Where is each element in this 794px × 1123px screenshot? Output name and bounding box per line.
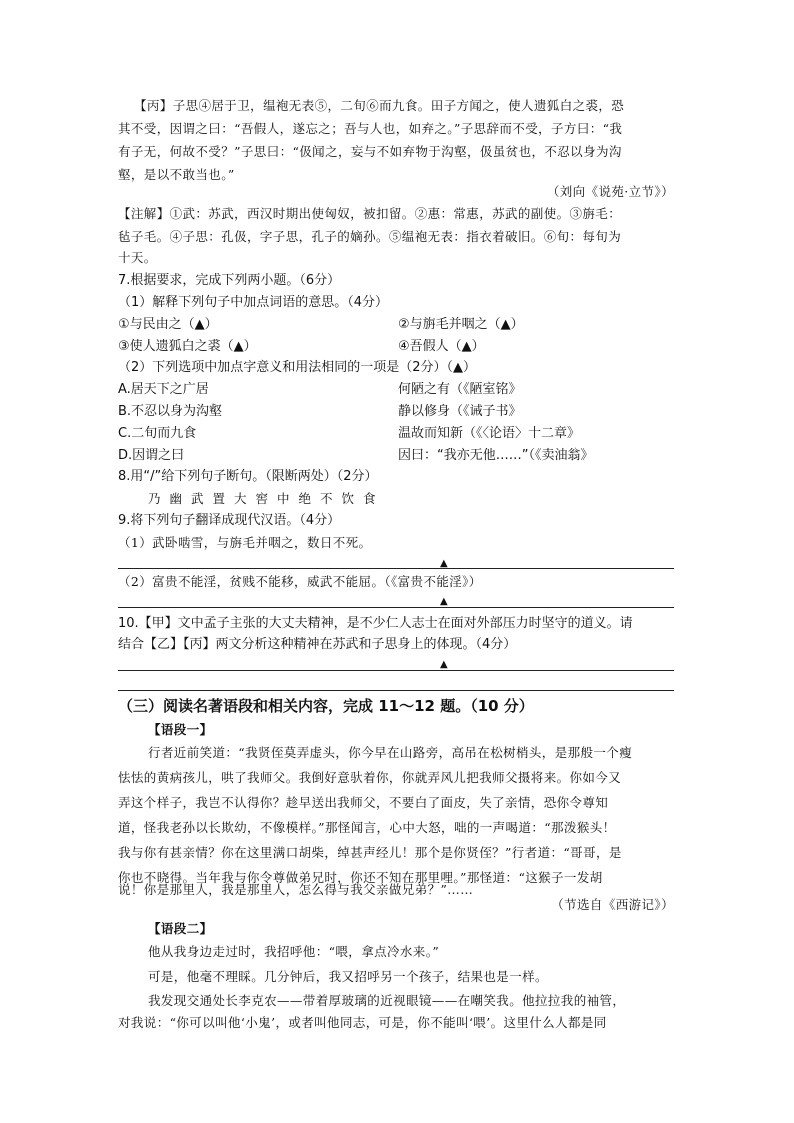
section3-passage1-label: 【语段一】 bbox=[148, 722, 213, 737]
q8-stem: 8.用“/”给下列句子断句。（限断两处）（2分） bbox=[118, 469, 378, 484]
q10-line-1: 10.【甲】文中孟子主张的大丈夫精神，是不少仁人志士在面对外部压力时坚守的道义。请 bbox=[118, 616, 633, 631]
q7-option-a: A.居天下之广居 bbox=[118, 382, 209, 397]
passage2-line-3: 我发现交通处长李克农——带着厚玻璃的近视眼镜——在嘲笑我。他拉拉我的袖管， bbox=[148, 993, 626, 1008]
q7-option-b: B.不忍以身为沟壑 bbox=[118, 404, 223, 419]
q8-sentence: 乃幽武置大窖中绝不饮食 bbox=[148, 491, 385, 506]
q9-sentence-2: （2）富贵不能淫，贫贱不能移，威武不能屈。（《富贵不能淫》） bbox=[118, 574, 482, 589]
q7-option-d: D.因谓之曰 bbox=[118, 448, 185, 463]
bing-line-2: 其不受，因谓之曰：“吾假人，遂忘之；吾与人也，如弃之。”子思辞而不受，子方曰：“我 bbox=[118, 121, 623, 136]
q7-item-2: ②与旃毛并咽之（▲） bbox=[398, 317, 524, 332]
passage1-line-2: 怯怯的黄病孩儿，哄了我师父。我倒好意驮着你，你就弄风儿把我师父摄将来。你如今又 bbox=[118, 770, 622, 785]
passage1-line-4: 道，怪我老孙以长欺幼，不像模样。”那怪闻言，心中大怒，咄的一声喝道：“那泼猴头！ bbox=[118, 820, 616, 835]
notes-line-2: 毡子毛。④子思：孔伋，字子思，孔子的嫡孙。⑤缊袍无表：指衣着破旧。⑥旬：每旬为 bbox=[118, 229, 622, 244]
section3-title: （三）阅读名著语段和相关内容，完成 11～12 题。（10 分） bbox=[118, 697, 534, 715]
q7-sub2: （2）下列选项中加点字意义和用法相同的一项是（2分）（▲） bbox=[118, 360, 477, 375]
q10-answer-line-1[interactable] bbox=[118, 670, 674, 671]
q9-answer-2-marker: ▲ bbox=[440, 596, 448, 607]
q7-option-a-ref: 何陋之有（《陋室铭》 bbox=[398, 382, 522, 397]
q10-line-2: 结合【乙】【丙】两文分析这种精神在苏武和子思身上的体现。（4分） bbox=[118, 637, 517, 652]
q9-answer-1-marker: ▲ bbox=[440, 558, 448, 569]
q10-answer-line-2[interactable] bbox=[118, 690, 674, 691]
q7-sub1: （1）解释下列句子中加点词语的意思。（4分） bbox=[118, 295, 389, 310]
q10-answer-marker: ▲ bbox=[440, 659, 448, 670]
q7-option-d-ref: 因曰：“我亦无他……”（《卖油翁》 bbox=[398, 448, 594, 463]
q7-stem: 7.根据要求，完成下列两小题。（6分） bbox=[118, 273, 341, 288]
passage2-line-4: 对我说：“你可以叫他‘小鬼’，或者叫他同志，可是，你不能叫‘喂’。这里什么人都是同 bbox=[118, 1015, 607, 1030]
q9-stem: 9.将下列句子翻译成现代汉语。（4分） bbox=[118, 513, 341, 528]
bing-line-3: 有子无，何故不受？”子思曰：“伋闻之，妄与不如弃物于沟壑，伋虽贫也，不忍以身为沟 bbox=[118, 144, 622, 159]
bing-source: （刘向《说苑·立节》） bbox=[546, 184, 674, 199]
passage1-line-3: 弄这个样子，我岂不认得你？趁早送出我师父，不要白了面皮，失了亲情，恐你令尊知 bbox=[118, 795, 609, 810]
passage1-line-6: 你也不晓得。当年我与你令尊做弟兄时，你还不知在那里哩。”那怪道：“这猴子一发胡 bbox=[118, 870, 603, 885]
q7-item-1: ①与民由之（▲） bbox=[118, 317, 218, 332]
q7-item-4: ④吾假人（▲） bbox=[398, 339, 485, 354]
q7-item-3: ③使人遗狐白之裘（▲） bbox=[118, 339, 257, 354]
q9-sentence-1: （1）武卧啮雪，与旃毛并咽之，数日不死。 bbox=[118, 535, 372, 550]
notes-line-1: 【注解】①武：苏武，西汉时期出使匈奴，被扣留。②惠：常惠，苏武的副使。③旃毛： bbox=[118, 206, 622, 221]
q9-answer-1-line[interactable] bbox=[118, 568, 674, 569]
passage1-line-5: 我与你有甚亲情？你在这里满口胡柴，绰甚声经儿！那个是你贤侄？”行者道：“哥哥，是 bbox=[118, 845, 622, 860]
passage2-line-2: 可是，他毫不理睬。几分钟后，我又招呼另一个孩子，结果也是一样。 bbox=[148, 969, 548, 984]
notes-line-3: 十天。 bbox=[118, 250, 157, 265]
q7-option-b-ref: 静以修身（《诫子书》 bbox=[398, 404, 522, 419]
q9-answer-2-line[interactable] bbox=[118, 607, 674, 608]
bing-line-1: 【丙】子思④居于卫，缊袍无表⑤，二旬⑥而九食。田子方闻之，使人遗狐白之裘，恐 bbox=[134, 98, 625, 113]
bing-line-4: 壑，是以不敢当也。” bbox=[118, 167, 235, 182]
q7-option-c-ref: 温故而知新（《〈论语〉十二章》 bbox=[398, 426, 581, 441]
passage2-line-1: 他从我身边走过时，我招呼他：“喂，拿点冷水来。” bbox=[148, 944, 440, 959]
section3-passage2-label: 【语段二】 bbox=[148, 921, 213, 936]
passage1-source: （节选自《西游记》） bbox=[551, 897, 674, 912]
passage1-line-7-text: 说！你是那里人，我是那里人，怎么得与我父亲做兄弟？”…… bbox=[118, 882, 474, 897]
passage1-line-1: 行者近前笑道：“我贤侄莫弄虚头，你今早在山路旁，高吊在松树梢头，是那般一个瘦 bbox=[148, 745, 633, 760]
q7-option-c: C.二旬而九食 bbox=[118, 426, 197, 441]
